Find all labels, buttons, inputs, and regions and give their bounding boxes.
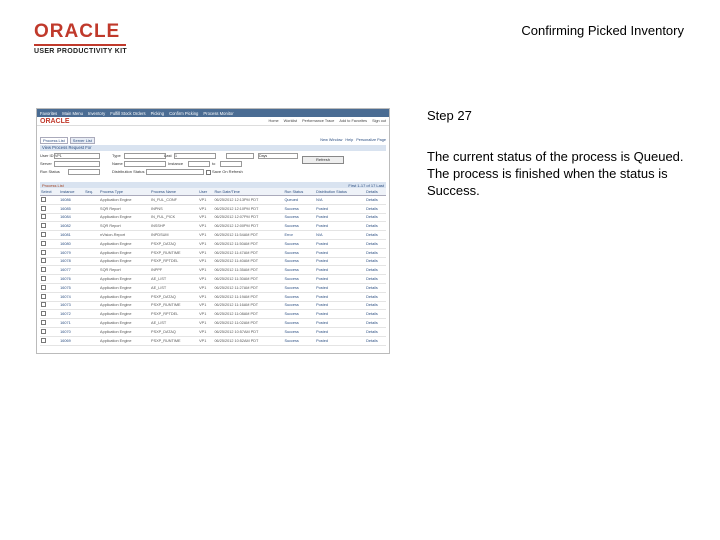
page-links xyxy=(320,138,386,142)
details-link[interactable]: Details xyxy=(365,292,386,301)
dist-status-cell[interactable]: Posted xyxy=(315,204,365,213)
dist-status-cell[interactable]: Posted xyxy=(315,222,365,231)
header-link-worklist[interactable]: Worklist xyxy=(283,119,298,123)
run-date-cell: 06/25/2012 11:27AM PDT xyxy=(213,283,283,292)
table-row xyxy=(40,283,386,292)
last-count-input[interactable] xyxy=(226,153,254,159)
user-cell: VP1 xyxy=(198,327,213,336)
table-row xyxy=(40,204,386,213)
details-link[interactable]: Details xyxy=(365,231,386,240)
process-name-cell: INPNS xyxy=(150,204,198,213)
user-cell: VP1 xyxy=(198,336,213,345)
personalize-link[interactable]: Personalize Page xyxy=(356,138,386,142)
select-checkbox[interactable] xyxy=(40,301,59,310)
seq-cell xyxy=(84,222,99,231)
instance-cell[interactable]: 16073 xyxy=(59,301,84,310)
process-type-cell: Application Engine xyxy=(99,275,150,284)
process-type-cell: Application Engine xyxy=(99,196,150,205)
select-checkbox[interactable] xyxy=(40,248,59,257)
select-checkbox[interactable] xyxy=(40,204,59,213)
user-cell: VP1 xyxy=(198,266,213,275)
nav-fulfill[interactable]: Fulfill Stock Orders xyxy=(110,110,146,116)
process-name-cell: PSXP_DATAQ xyxy=(150,292,198,301)
col-run-status[interactable]: Run Status xyxy=(283,188,315,196)
details-link[interactable]: Details xyxy=(365,239,386,248)
embedded-screenshot xyxy=(36,108,390,354)
run-status-cell[interactable]: Success xyxy=(283,301,315,310)
process-type-cell: Application Engine xyxy=(99,336,150,345)
name-input[interactable] xyxy=(124,161,166,167)
instance-from-input[interactable] xyxy=(188,161,210,167)
table-header-row xyxy=(40,188,386,196)
process-type-cell: nVision-Report xyxy=(99,231,150,240)
col-run-date[interactable]: Run Date/Time xyxy=(213,188,283,196)
process-name-cell: PSXP_RPTDEL xyxy=(150,257,198,266)
type-label: Type xyxy=(112,153,121,158)
instance-to-input[interactable] xyxy=(220,161,242,167)
seq-cell xyxy=(84,231,99,240)
tab-process-list[interactable]: Process List xyxy=(40,137,68,144)
name-label: Name xyxy=(112,161,123,166)
run-date-cell: 06/25/2012 12:07PM PDT xyxy=(213,213,283,222)
process-list-table xyxy=(40,188,386,346)
seq-cell xyxy=(84,204,99,213)
user-cell: VP1 xyxy=(198,275,213,284)
row-checkbox[interactable] xyxy=(41,338,46,343)
run-date-cell: 06/25/2012 12:00PM PDT xyxy=(213,222,283,231)
instance-cell[interactable]: 16075 xyxy=(59,283,84,292)
col-user[interactable]: User xyxy=(198,188,213,196)
user-cell: VP1 xyxy=(198,213,213,222)
nav-confirm-picking[interactable]: Confirm Picking xyxy=(169,110,199,116)
table-row xyxy=(40,327,386,336)
table-row xyxy=(40,248,386,257)
select-checkbox[interactable] xyxy=(40,283,59,292)
dist-status-cell[interactable]: Posted xyxy=(315,336,365,345)
dist-status-select[interactable] xyxy=(146,169,204,175)
seq-cell xyxy=(84,327,99,336)
dist-status-cell[interactable]: Posted xyxy=(315,239,365,248)
tab-server-list[interactable]: Server List xyxy=(70,137,95,144)
help-link[interactable]: Help xyxy=(345,138,354,142)
seq-cell xyxy=(84,301,99,310)
process-name-cell: INSSHP xyxy=(150,222,198,231)
process-name-cell: PSXP_RUNTIME xyxy=(150,336,198,345)
process-name-cell: AE_LIST xyxy=(150,283,198,292)
user-id-label: User ID xyxy=(40,153,54,158)
refresh-button[interactable]: Refresh xyxy=(302,156,344,164)
instance-cell[interactable]: 16069 xyxy=(59,336,84,345)
to-label: to xyxy=(212,161,216,166)
row-checkbox[interactable] xyxy=(41,232,46,237)
col-seq[interactable]: Seq. xyxy=(84,188,99,196)
run-date-cell: 06/25/2012 10:52AM PDT xyxy=(213,336,283,345)
last-label: Last xyxy=(164,153,172,158)
run-status-cell[interactable]: Success xyxy=(283,257,315,266)
dist-status-cell[interactable]: Posted xyxy=(315,292,365,301)
server-label: Server xyxy=(40,161,52,166)
user-cell: VP1 xyxy=(198,301,213,310)
select-checkbox[interactable] xyxy=(40,257,59,266)
run-date-cell: 06/25/2012 11:08AM PDT xyxy=(213,310,283,319)
app-header xyxy=(37,117,389,126)
row-checkbox[interactable] xyxy=(41,267,46,272)
instance-cell[interactable]: 16080 xyxy=(59,239,84,248)
run-date-cell: 06/25/2012 11:54AM PDT xyxy=(213,231,283,240)
details-link[interactable]: Details xyxy=(365,283,386,292)
user-cell: VP1 xyxy=(198,248,213,257)
process-name-cell: PSXP_RUNTIME xyxy=(150,301,198,310)
run-status-cell[interactable]: Success xyxy=(283,327,315,336)
instance-cell[interactable]: 16085 xyxy=(59,204,84,213)
run-status-cell[interactable]: Queued xyxy=(283,196,315,205)
table-row xyxy=(40,301,386,310)
tabs xyxy=(40,137,95,144)
details-link[interactable]: Details xyxy=(365,336,386,345)
select-checkbox[interactable] xyxy=(40,292,59,301)
instance-cell[interactable]: 16081 xyxy=(59,231,84,240)
run-date-cell: 06/25/2012 10:57AM PDT xyxy=(213,327,283,336)
seq-cell xyxy=(84,257,99,266)
run-date-cell: 06/25/2012 12:13PM PDT xyxy=(213,196,283,205)
process-type-cell: Application Engine xyxy=(99,213,150,222)
row-checkbox[interactable] xyxy=(41,241,46,246)
oracle-upk-logo xyxy=(34,22,144,55)
table-row xyxy=(40,292,386,301)
details-link[interactable]: Details xyxy=(365,196,386,205)
seq-cell xyxy=(84,248,99,257)
dist-status-cell[interactable]: Posted xyxy=(315,213,365,222)
process-list-title: Process List xyxy=(42,182,64,188)
run-date-cell: 06/25/2012 11:40AM PDT xyxy=(213,257,283,266)
select-checkbox[interactable] xyxy=(40,319,59,328)
run-date-cell: 06/25/2012 11:19AM PDT xyxy=(213,292,283,301)
new-window-link[interactable]: New Window xyxy=(320,138,343,142)
days-select[interactable]: Days xyxy=(258,153,298,159)
process-type-cell: Application Engine xyxy=(99,292,150,301)
run-status-cell[interactable]: Success xyxy=(283,310,315,319)
select-checkbox[interactable] xyxy=(40,213,59,222)
run-status-cell[interactable]: Success xyxy=(283,213,315,222)
header-link-home[interactable]: Home xyxy=(268,119,279,123)
row-checkbox[interactable] xyxy=(41,285,46,290)
run-date-cell: 06/25/2012 11:50AM PDT xyxy=(213,239,283,248)
row-checkbox[interactable] xyxy=(41,258,46,263)
instance-cell[interactable]: 16086 xyxy=(59,196,84,205)
process-type-cell: Application Engine xyxy=(99,310,150,319)
seq-cell xyxy=(84,196,99,205)
process-name-cell: PSXP_DATAQ xyxy=(150,239,198,248)
group-header: View Process Request For xyxy=(40,145,386,151)
seq-cell xyxy=(84,292,99,301)
select-checkbox[interactable] xyxy=(40,239,59,248)
col-process-type[interactable]: Process Type xyxy=(99,188,150,196)
row-checkbox[interactable] xyxy=(41,320,46,325)
table-row xyxy=(40,319,386,328)
select-checkbox[interactable] xyxy=(40,222,59,231)
dist-status-cell[interactable]: Posted xyxy=(315,319,365,328)
run-status-cell[interactable]: Success xyxy=(283,204,315,213)
dist-status-cell[interactable]: Posted xyxy=(315,275,365,284)
instance-cell[interactable]: 16076 xyxy=(59,275,84,284)
nav-process-monitor[interactable]: Process Monitor xyxy=(203,110,234,116)
run-status-cell[interactable]: Success xyxy=(283,336,315,345)
user-cell: VP1 xyxy=(198,204,213,213)
table-row xyxy=(40,196,386,205)
details-link[interactable]: Details xyxy=(365,213,386,222)
dist-status-cell[interactable]: N/A xyxy=(315,196,365,205)
seq-cell xyxy=(84,213,99,222)
table-body xyxy=(40,196,386,346)
table-row xyxy=(40,231,386,240)
instance-cell[interactable]: 16084 xyxy=(59,213,84,222)
row-checkbox[interactable] xyxy=(41,206,46,211)
nav-favorites[interactable]: Favorites xyxy=(40,110,58,116)
run-date-cell: 06/25/2012 12:10PM PDT xyxy=(213,204,283,213)
user-cell: VP1 xyxy=(198,222,213,231)
instance-cell[interactable]: 16071 xyxy=(59,319,84,328)
oracle-logo-text: ORACLE xyxy=(34,21,121,42)
dist-status-cell[interactable]: Posted xyxy=(315,283,365,292)
dist-status-cell[interactable]: Posted xyxy=(315,327,365,336)
run-status-cell[interactable]: Success xyxy=(283,222,315,231)
dist-status-cell[interactable]: Posted xyxy=(315,257,365,266)
last-input[interactable]: 1 xyxy=(174,153,216,159)
run-status-cell[interactable]: Success xyxy=(283,283,315,292)
seq-cell xyxy=(84,275,99,284)
table-row xyxy=(40,310,386,319)
run-date-cell: 06/25/2012 11:30AM PDT xyxy=(213,275,283,284)
user-cell: VP1 xyxy=(198,319,213,328)
header-link-favorites[interactable]: Add to Favorites xyxy=(339,119,368,123)
details-link[interactable]: Details xyxy=(365,257,386,266)
run-date-cell: 06/25/2012 11:16AM PDT xyxy=(213,301,283,310)
process-type-cell: SQR Report xyxy=(99,222,150,231)
spacer xyxy=(37,126,389,136)
process-name-cell: PSXP_RUNTIME xyxy=(150,248,198,257)
filter-form xyxy=(40,152,386,182)
user-cell: VP1 xyxy=(198,196,213,205)
instance-cell[interactable]: 16078 xyxy=(59,257,84,266)
instance-cell[interactable]: 16070 xyxy=(59,327,84,336)
process-type-cell: Application Engine xyxy=(99,283,150,292)
user-cell: VP1 xyxy=(198,239,213,248)
instance-label: Instance xyxy=(168,161,184,166)
table-row xyxy=(40,266,386,275)
row-checkbox[interactable] xyxy=(41,302,46,307)
header-links xyxy=(269,119,386,123)
process-type-cell: Application Engine xyxy=(99,248,150,257)
details-link[interactable]: Details xyxy=(365,222,386,231)
seq-cell xyxy=(84,336,99,345)
type-select[interactable] xyxy=(124,153,166,159)
run-status-cell[interactable]: Success xyxy=(283,319,315,328)
user-cell: VP1 xyxy=(198,292,213,301)
select-checkbox[interactable] xyxy=(40,266,59,275)
details-link[interactable]: Details xyxy=(365,266,386,275)
upk-logo-text: USER PRODUCTIVITY KIT xyxy=(34,48,127,55)
run-date-cell: 06/25/2012 11:35AM PDT xyxy=(213,266,283,275)
process-name-cell: AE_LIST xyxy=(150,275,198,284)
process-type-cell: Application Engine xyxy=(99,319,150,328)
run-status-label: Run Status xyxy=(40,169,60,174)
process-type-cell: SQR Report xyxy=(99,266,150,275)
row-checkbox[interactable] xyxy=(41,250,46,255)
instance-cell[interactable]: 16072 xyxy=(59,310,84,319)
nav-main-menu[interactable]: Main Menu xyxy=(62,110,83,116)
process-type-cell: Application Engine xyxy=(99,257,150,266)
process-name-cell: PSXP_DATAQ xyxy=(150,327,198,336)
instance-cell[interactable]: 16074 xyxy=(59,292,84,301)
user-cell: VP1 xyxy=(198,310,213,319)
process-type-cell: SQR Report xyxy=(99,204,150,213)
process-name-cell: INPPF xyxy=(150,266,198,275)
run-status-cell[interactable]: Error xyxy=(283,231,315,240)
col-instance[interactable]: Instance xyxy=(59,188,84,196)
process-name-cell: INPDSUM xyxy=(150,231,198,240)
seq-cell xyxy=(84,310,99,319)
row-checkbox[interactable] xyxy=(41,197,46,202)
slide-title: Confirming Picked Inventory xyxy=(521,23,684,38)
dist-status-cell[interactable]: Posted xyxy=(315,310,365,319)
dist-status-cell[interactable]: Posted xyxy=(315,301,365,310)
select-checkbox[interactable] xyxy=(40,327,59,336)
table-row xyxy=(40,336,386,345)
col-process-name[interactable]: Process Name xyxy=(150,188,198,196)
step-label: Step 27 xyxy=(427,108,472,123)
select-checkbox[interactable] xyxy=(40,196,59,205)
step-description: The current status of the process is Queued. The process is finished when the status is Success. xyxy=(427,149,684,198)
save-on-refresh-label: Save On Refresh xyxy=(212,169,243,174)
process-name-cell: PSXP_RPTDEL xyxy=(150,310,198,319)
run-date-cell: 06/25/2012 11:47AM PDT xyxy=(213,248,283,257)
nav-inventory[interactable]: Inventory xyxy=(87,110,106,116)
col-details: Details xyxy=(365,188,386,196)
list-navigation[interactable]: First 1-17 of 17 Last xyxy=(348,182,384,188)
row-checkbox[interactable] xyxy=(41,294,46,299)
details-link[interactable]: Details xyxy=(365,327,386,336)
table-row xyxy=(40,222,386,231)
table-row xyxy=(40,257,386,266)
instance-cell[interactable]: 16079 xyxy=(59,248,84,257)
tab-row xyxy=(37,136,389,144)
table-row xyxy=(40,239,386,248)
select-checkbox[interactable] xyxy=(40,310,59,319)
process-name-cell: IN_FUL_PICK xyxy=(150,213,198,222)
details-link[interactable]: Details xyxy=(365,248,386,257)
dist-status-cell[interactable]: Posted xyxy=(315,248,365,257)
process-name-cell: AE_LIST xyxy=(150,319,198,328)
instance-cell[interactable]: 16082 xyxy=(59,222,84,231)
app-logo: ORACLE xyxy=(40,117,70,125)
user-cell: VP1 xyxy=(198,231,213,240)
select-checkbox[interactable] xyxy=(40,231,59,240)
logo-rule xyxy=(34,44,126,46)
instance-cell[interactable]: 16077 xyxy=(59,266,84,275)
select-checkbox[interactable] xyxy=(40,336,59,345)
header-link-trace[interactable]: Performance Trace xyxy=(302,119,335,123)
run-status-cell[interactable]: Success xyxy=(283,292,315,301)
run-status-cell[interactable]: Success xyxy=(283,248,315,257)
details-link[interactable]: Details xyxy=(365,319,386,328)
run-status-cell[interactable]: Success xyxy=(283,275,315,284)
seq-cell xyxy=(84,266,99,275)
seq-cell xyxy=(84,283,99,292)
process-type-cell: Application Engine xyxy=(99,239,150,248)
run-status-cell[interactable]: Success xyxy=(283,239,315,248)
save-on-refresh-checkbox[interactable] xyxy=(206,170,211,175)
user-cell: VP1 xyxy=(198,283,213,292)
details-link[interactable]: Details xyxy=(365,301,386,310)
process-type-cell: Application Engine xyxy=(99,301,150,310)
run-status-select[interactable] xyxy=(68,169,100,175)
user-cell: VP1 xyxy=(198,257,213,266)
user-id-input[interactable]: VP1 xyxy=(54,153,100,159)
table-row xyxy=(40,275,386,284)
dist-status-label: Distribution Status xyxy=(112,169,145,174)
server-select[interactable] xyxy=(54,161,100,167)
details-link[interactable]: Details xyxy=(365,275,386,284)
row-checkbox[interactable] xyxy=(41,214,46,219)
header-link-signout[interactable]: Sign out xyxy=(372,119,386,123)
run-date-cell: 06/25/2012 11:02AM PDT xyxy=(213,319,283,328)
dist-status-cell[interactable]: Posted xyxy=(315,266,365,275)
row-checkbox[interactable] xyxy=(41,276,46,281)
details-link[interactable]: Details xyxy=(365,310,386,319)
row-checkbox[interactable] xyxy=(41,311,46,316)
nav-picking[interactable]: Picking xyxy=(150,110,165,116)
row-checkbox[interactable] xyxy=(41,223,46,228)
dist-status-cell[interactable]: N/A xyxy=(315,231,365,240)
top-nav xyxy=(37,109,389,117)
run-status-cell[interactable]: Success xyxy=(283,266,315,275)
process-name-cell: IN_FUL_CONF xyxy=(150,196,198,205)
seq-cell xyxy=(84,319,99,328)
col-select: Select xyxy=(40,188,59,196)
select-checkbox[interactable] xyxy=(40,275,59,284)
table-row xyxy=(40,213,386,222)
details-link[interactable]: Details xyxy=(365,204,386,213)
process-type-cell: Application Engine xyxy=(99,327,150,336)
row-checkbox[interactable] xyxy=(41,329,46,334)
col-dist-status[interactable]: Distribution Status xyxy=(315,188,365,196)
seq-cell xyxy=(84,239,99,248)
